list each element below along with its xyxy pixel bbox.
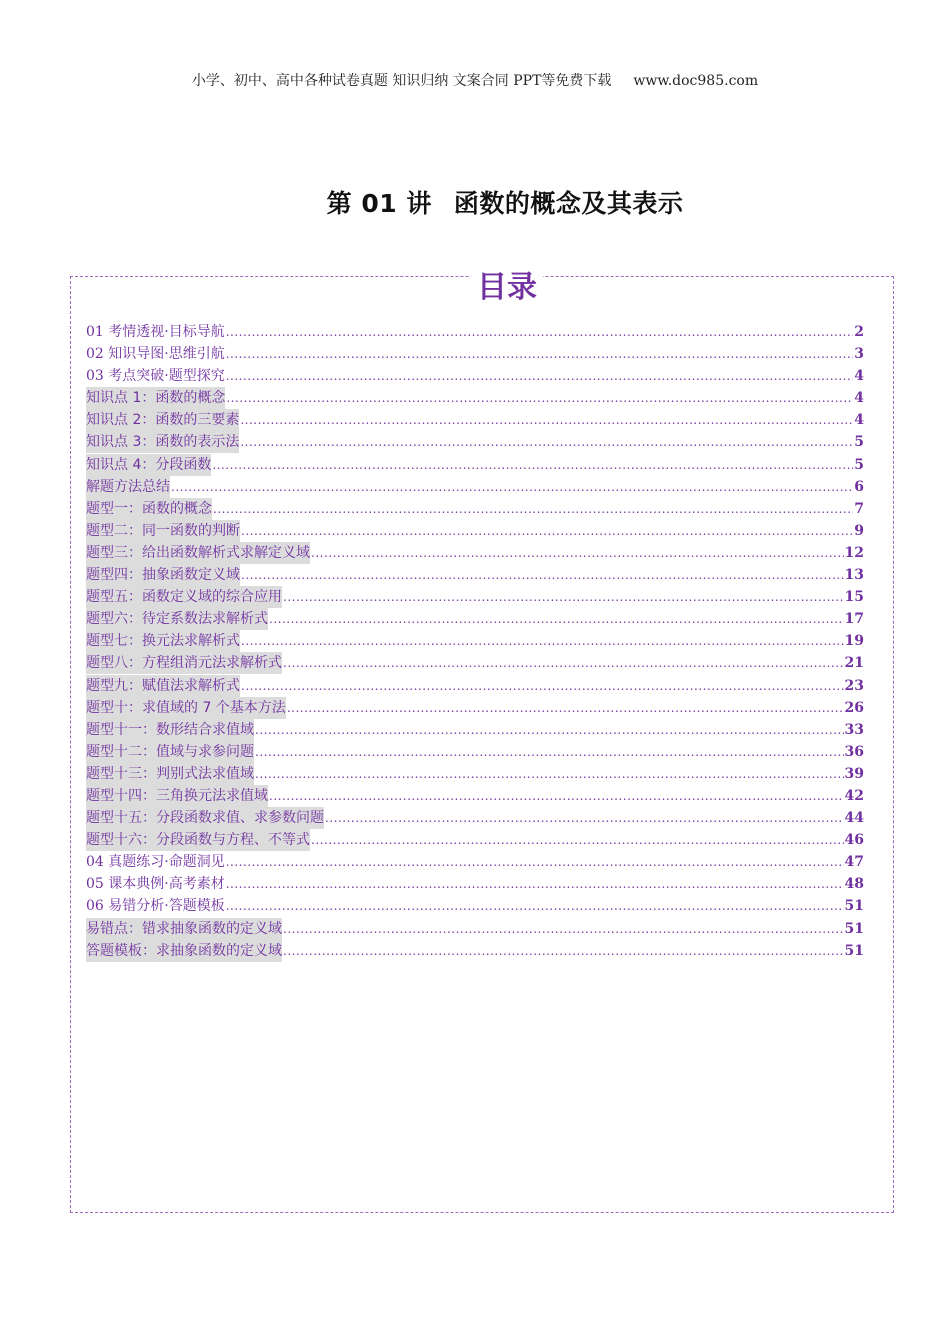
toc-entry-label: 题型一：函数的概念 (86, 498, 212, 520)
toc-leader-dots (212, 454, 853, 476)
toc-entry[interactable] (86, 763, 864, 785)
toc-entry-page: 2 (854, 324, 864, 340)
toc-entry-label: 知识点 1：函数的概念 (86, 387, 225, 409)
toc-entry-label: 题型九：赋值法求解析式 (86, 675, 240, 697)
toc-leader-dots (241, 675, 844, 697)
toc-entry-label: 题型十：求值域的 7 个基本方法 (86, 697, 286, 719)
toc-entry-label: 题型三：给出函数解析式求解定义域 (86, 542, 310, 564)
toc-entry[interactable] (86, 873, 864, 895)
toc-leader-dots (283, 586, 844, 608)
toc-entry-label: 题型十五：分段函数求值、求参数问题 (86, 807, 324, 829)
toc-leader-dots (255, 741, 844, 763)
toc-entry-page: 33 (844, 721, 864, 738)
toc-entry[interactable] (86, 454, 864, 476)
toc-entry-page: 9 (854, 522, 864, 539)
toc-entry-page: 13 (844, 567, 864, 584)
toc-heading-text: 目录 (471, 270, 543, 305)
toc-entry-label: 题型六：待定系数法求解析式 (86, 608, 268, 630)
toc-entry-label: 题型四：抽象函数定义域 (86, 564, 240, 586)
toc-list (86, 321, 864, 962)
toc-leader-dots (226, 343, 854, 365)
toc-leader-dots (283, 918, 844, 940)
toc-entry[interactable] (86, 851, 864, 873)
toc-leader-dots (171, 476, 853, 498)
toc-entry-label: 题型八：方程组消元法求解析式 (86, 652, 282, 674)
toc-leader-dots (240, 409, 853, 431)
toc-entry-page: 36 (844, 743, 864, 760)
toc-entry[interactable] (86, 365, 864, 387)
toc-entry[interactable] (86, 476, 864, 498)
toc-entry[interactable] (86, 321, 864, 343)
header-text: 小学、初中、高中各种试卷真题 知识归纳 文案合同 PPT等免费下载 (191, 73, 612, 89)
toc-entry-page: 15 (844, 589, 864, 606)
toc-entry-page: 17 (844, 611, 864, 628)
toc-entry-page: 51 (844, 920, 864, 937)
toc-entry-page: 51 (844, 898, 864, 915)
toc-entry[interactable] (86, 895, 864, 917)
toc-entry-label: 知识点 3：函数的表示法 (86, 431, 239, 453)
toc-leader-dots (226, 365, 854, 387)
toc-leader-dots (226, 873, 844, 895)
toc-leader-dots (255, 763, 844, 785)
toc-entry[interactable] (86, 409, 864, 431)
toc-entry-page: 5 (854, 434, 864, 451)
toc-entry-page: 4 (854, 368, 864, 385)
toc-entry[interactable] (86, 807, 864, 829)
toc-entry[interactable] (86, 343, 864, 365)
toc-entry-page: 42 (844, 787, 864, 804)
toc-entry[interactable] (86, 387, 864, 409)
toc-entry-page: 21 (844, 655, 864, 672)
toc-leader-dots (213, 498, 853, 520)
toc-leader-dots (287, 697, 844, 719)
toc-leader-dots (255, 719, 844, 741)
toc-entry-label: 05 课本典例·高考素材 (86, 876, 225, 893)
toc-entry-label: 知识点 4：分段函数 (86, 454, 211, 476)
toc-heading (0, 262, 950, 306)
toc-leader-dots (226, 321, 854, 343)
toc-entry-page: 4 (854, 412, 864, 429)
toc-leader-dots (241, 630, 844, 652)
toc-entry-label: 01 考情透视·目标导航 (86, 324, 225, 340)
toc-entry-page: 12 (844, 544, 864, 561)
toc-leader-dots (269, 608, 844, 630)
toc-entry-page: 7 (854, 500, 864, 517)
header-url[interactable]: www.doc985.com (633, 73, 759, 89)
page-header (0, 70, 950, 90)
toc-entry-page: 3 (854, 346, 864, 363)
toc-entry-page: 39 (844, 765, 864, 782)
toc-entry[interactable] (86, 940, 864, 962)
toc-entry[interactable] (86, 498, 864, 520)
toc-entry[interactable] (86, 542, 864, 564)
toc-entry[interactable] (86, 719, 864, 741)
toc-leader-dots (226, 895, 844, 917)
toc-entry-page: 46 (844, 832, 864, 849)
toc-entry-label: 解题方法总结 (86, 476, 170, 498)
toc-entry-page: 23 (844, 677, 864, 694)
toc-entry[interactable] (86, 918, 864, 940)
page-title (0, 184, 950, 220)
toc-entry-label: 03 考点突破·题型探究 (86, 368, 225, 385)
toc-entry-label: 题型十二：值域与求参问题 (86, 741, 254, 763)
toc-entry[interactable] (86, 520, 864, 542)
toc-entry[interactable] (86, 586, 864, 608)
toc-entry[interactable] (86, 564, 864, 586)
toc-entry-page: 19 (844, 633, 864, 650)
toc-entry-page: 51 (844, 942, 864, 959)
toc-entry[interactable] (86, 431, 864, 453)
toc-entry-page: 4 (854, 390, 864, 407)
toc-leader-dots (311, 542, 844, 564)
toc-entry-label: 04 真题练习·命题洞见 (86, 854, 225, 871)
toc-entry-label: 易错点：错求抽象函数的定义域 (86, 918, 282, 940)
toc-entry[interactable] (86, 652, 864, 674)
toc-entry[interactable] (86, 675, 864, 697)
toc-entry-page: 26 (844, 699, 864, 716)
toc-leader-dots (283, 940, 844, 962)
toc-leader-dots (226, 851, 844, 873)
toc-entry-label: 答题模板：求抽象函数的定义域 (86, 940, 282, 962)
toc-entry-page: 5 (854, 456, 864, 473)
toc-leader-dots (269, 785, 844, 807)
toc-entry-label: 02 知识导图·思维引航 (86, 346, 225, 363)
toc-leader-dots (241, 564, 844, 586)
toc-entry[interactable] (86, 741, 864, 763)
toc-leader-dots (226, 387, 853, 409)
toc-entry[interactable] (86, 785, 864, 807)
toc-entry-page: 48 (844, 876, 864, 893)
toc-entry-label: 题型二：同一函数的判断 (86, 520, 240, 542)
toc-entry[interactable] (86, 829, 864, 851)
toc-entry[interactable] (86, 697, 864, 719)
lecture-topic: 函数的概念及其表示 (453, 189, 684, 218)
lecture-number: 第 01 讲 (326, 189, 432, 218)
toc-leader-dots (325, 807, 844, 829)
toc-leader-dots (311, 829, 844, 851)
toc-entry-label: 知识点 2：函数的三要素 (86, 409, 239, 431)
toc-entry-label: 06 易错分析·答题模板 (86, 898, 225, 915)
toc-entry-page: 47 (844, 854, 864, 871)
toc-entry-page: 44 (844, 810, 864, 827)
toc-entry[interactable] (86, 630, 864, 652)
toc-entry-label: 题型五：函数定义域的综合应用 (86, 586, 282, 608)
toc-entry-label: 题型十三：判别式法求值域 (86, 763, 254, 785)
toc-leader-dots (283, 652, 844, 674)
toc-leader-dots (240, 431, 853, 453)
toc-entry-label: 题型七：换元法求解析式 (86, 630, 240, 652)
toc-entry-label: 题型十六：分段函数与方程、不等式 (86, 829, 310, 851)
toc-entry-label: 题型十一：数形结合求值域 (86, 719, 254, 741)
toc-leader-dots (241, 520, 853, 542)
toc-entry-page: 6 (854, 478, 864, 495)
toc-entry[interactable] (86, 608, 864, 630)
toc-entry-label: 题型十四：三角换元法求值域 (86, 785, 268, 807)
